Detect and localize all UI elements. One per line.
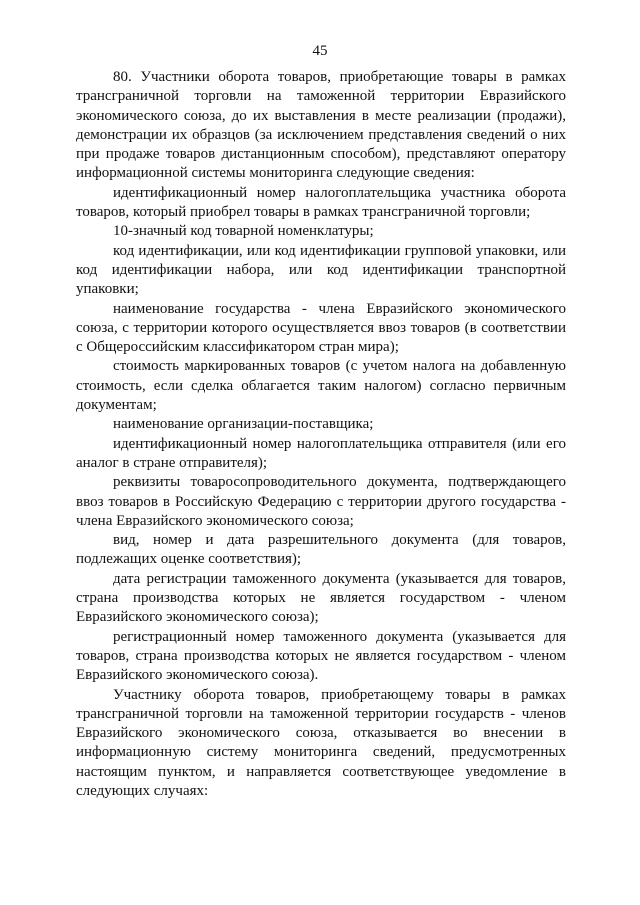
list-item-sender-taxpayer-id: идентификационный номер налогоплательщика отправителя (или его аналог в стране отправителя); <box>76 435 566 471</box>
list-item-customs-date: дата регистрации таможенного документа (указывается для товаров, страна производства которых не является государством - членом Евразийского экономического союза); <box>76 570 566 626</box>
list-item-member-state: наименование государства - члена Евразийского экономического союза, с территории которого осуществляется ввоз товаров (в соответствии с Общероссийским классификатором стран мира); <box>76 300 566 356</box>
page-number: 45 <box>312 43 328 59</box>
list-item-permit-document: вид, номер и дата разрешительного документа (для товаров, подлежащих оценке соответствия); <box>76 532 566 568</box>
list-item-supplier-name: наименование организации-поставщика; <box>113 416 374 433</box>
list-item-taxpayer-id: идентификационный номер налогоплательщика участника оборота товаров, который приобрел товары в рамках трансграничной торговли; <box>76 184 566 221</box>
document-body <box>76 68 566 801</box>
list-item-customs-number: регистрационный номер таможенного документа (указывается для товаров, страна производства которых не является государством - членом Евразийского экономического союза). <box>76 628 566 684</box>
list-item-commodity-code: 10-значный код товарной номенклатуры; <box>113 223 374 240</box>
list-item-identification-code: код идентификации, или код идентификации групповой упаковки, или код идентификации набора, или код идентификации транспортной упаковки; <box>76 242 566 298</box>
list-item-shipping-document: реквизиты товаросопроводительного документа, подтверждающего ввоз товаров в Российскую Федерацию с территории другого государства - члена Евразийского экономического союза; <box>76 474 566 529</box>
paragraph-refusal-cases: Участнику оборота товаров, приобретающему товары в рамках трансграничной торговли на таможенной территории государств - членов Евразийского экономического союза, отказывается во внесении в информационную систему мониторинга сведений, предусмотренных настоящим пунктом, и направляется соответствующее уведомление в следующих случаях: <box>76 686 566 799</box>
list-item-goods-cost: стоимость маркированных товаров (с учетом налога на добавленную стоимость, если сделка облагается таким налогом) согласно первичным документам; <box>76 358 566 414</box>
paragraph-item-80-intro: 80. Участники оборота товаров, приобретающие товары в рамках трансграничной торговли на таможенной территории Евразийского экономического союза, до их выставления в месте реализации (продажи), демонстрации их образцов (за исключением представления сведений о них при продаже товаров дистанционным способом), представляют оператору информационной системы мониторинга следующие сведения: <box>76 69 566 182</box>
